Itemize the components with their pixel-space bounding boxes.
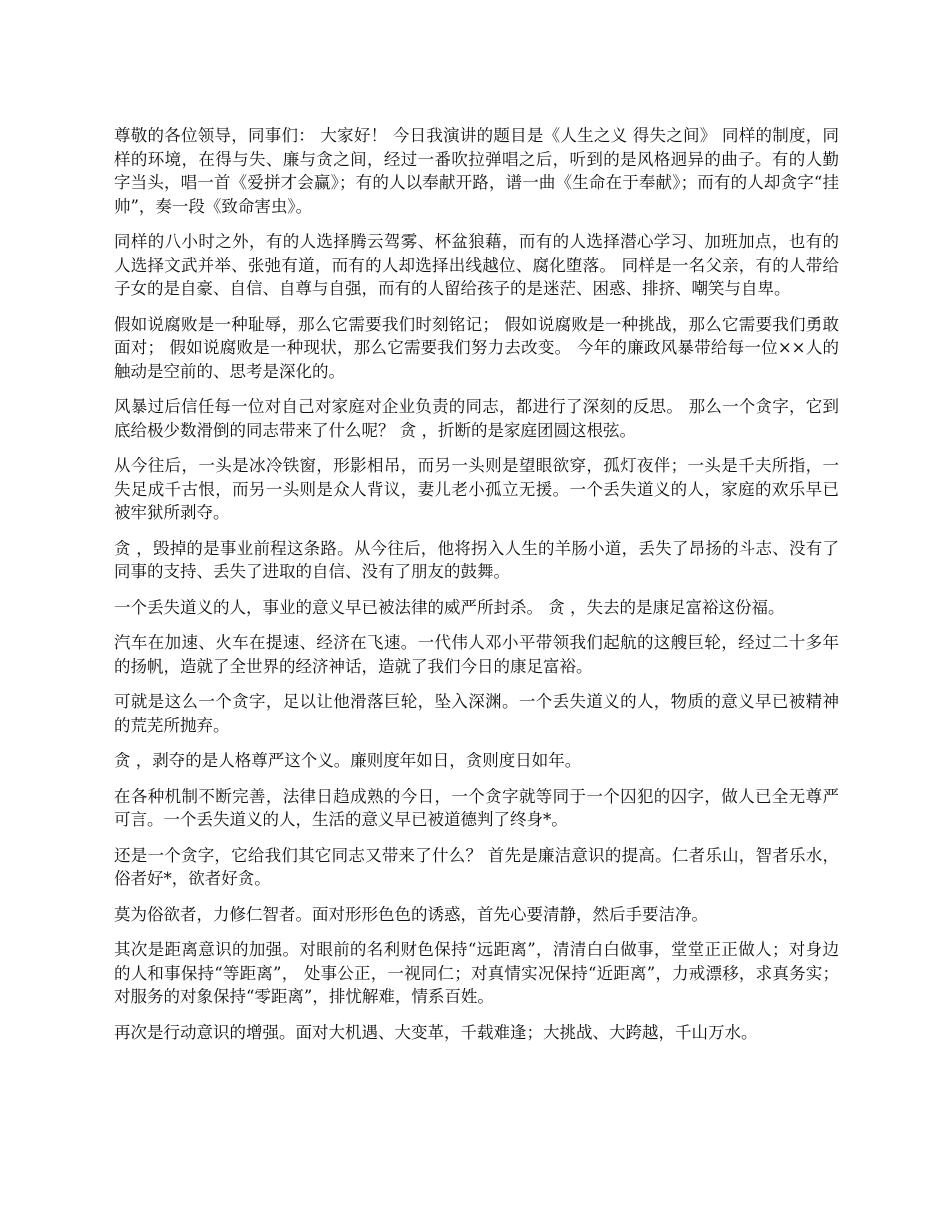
paragraph-11: 在各种机制不断完善，法律日趋成熟的今日，一个贪字就等同于一个囚犯的囚字，做人已全无尊严可言。一个丢失道义的人，生活的意义早已被道德判了终身*。	[114, 786, 839, 829]
paragraph-9: 可就是这么一个贪字，足以让他滑落巨轮，坠入深渊。一个丢失道义的人，物质的意义早已被精神的荒芜所抛弃。	[114, 692, 839, 735]
paragraph-1: 尊敬的各位领导，同事们： 大家好！ 今日我演讲的题目是《人生之义 得失之间》 同样的制度，同样的环境，在得与失、廉与贪之间，经过一番吹拉弹唱之后，听到的是风格迥异的曲子。有的人勤字当头，唱一首《爱拼才会赢》；有的人以奉献开路，谱一曲《生命在于奉献》；而有的人却贪字“挂帅”，奏一段《致命害虫》。	[114, 126, 839, 216]
paragraph-3: 假如说腐败是一种耻辱，那么它需要我们时刻铭记； 假如说腐败是一种挑战，那么它需要我们勇敢面对； 假如说腐败是一种现状，那么它需要我们努力去改变。 今年的廉政风暴带给每一位××人的触动是空前的、思考是深化的。	[114, 314, 839, 381]
paragraph-8: 汽车在加速、火车在提速、经济在飞速。一代伟人邓小平带领我们起航的这艘巨轮，经过二十多年的扬帆，造就了全世界的经济神话，造就了我们今日的康足富裕。	[114, 633, 839, 676]
paragraph-14: 其次是距离意识的加强。对眼前的名利财色保持“远距离”，清清白白做事，堂堂正正做人；对身边的人和事保持“等距离”， 处事公正，一视同仁；对真情实况保持“近距离”，力戒漂移，求真务实；对服务的对象保持“零距离”，排忧解难，情系百姓。	[114, 940, 839, 1006]
paragraph-6: 贪 ，毁掉的是事业前程这条路。从今往后，他将拐入人生的羊肠小道，丢失了昂扬的斗志、没有了同事的支持、丢失了进取的自信、没有了朋友的鼓舞。	[114, 538, 839, 581]
paragraph-12: 还是一个贪字，它给我们其它同志又带来了什么？ 首先是廉洁意识的提高。仁者乐山，智者乐水，俗者好*，欲者好贪。	[114, 845, 839, 888]
paragraph-4: 风暴过后信任每一位对自己对家庭对企业负责的同志，都进行了深刻的反思。 那么一个贪字，它到底给极少数滑倒的同志带来了什么呢？ 贪 ，折断的是家庭团圆这根弦。	[114, 397, 839, 440]
paragraph-13: 莫为俗欲者，力修仁智者。面对形形色色的诱惑，首先心要清静，然后手要洁净。	[114, 904, 708, 924]
paragraph-5: 从今往后，一头是冰冷铁窗，形影相吊，而另一头则是望眼欲穿，孤灯夜伴；一头是千夫所指，一失足成千古恨，而另一头则是众人背议，妻儿老小孤立无援。一个丢失道义的人，家庭的欢乐早已被牢狱所剥夺。	[114, 456, 839, 522]
paragraph-10: 贪 ，剥夺的是人格尊严这个义。廉则度年如日，贪则度日如年。	[114, 751, 582, 770]
paragraph-2: 同样的八小时之外，有的人选择腾云驾雾、杯盆狼藉，而有的人选择潜心学习、加班加点，也有的人选择文武并举、张弛有道，而有的人却选择出线越位、腐化堕落。 同样是一名父亲，有的人带给子女的是自豪、自信、自尊与自强，而有的人留给孩子的是迷茫、困惑、排挤、嘲笑与自卑。	[114, 232, 839, 298]
paragraph-15: 再次是行动意识的增强。面对大机遇、大变革，千载难逢；大挑战、大跨越，千山万水。	[114, 1022, 758, 1042]
document-page	[114, 124, 839, 1056]
paragraph-7: 一个丢失道义的人，事业的意义早已被法律的威严所封杀。 贪 ，失去的是康足富裕这份福。	[114, 597, 785, 617]
